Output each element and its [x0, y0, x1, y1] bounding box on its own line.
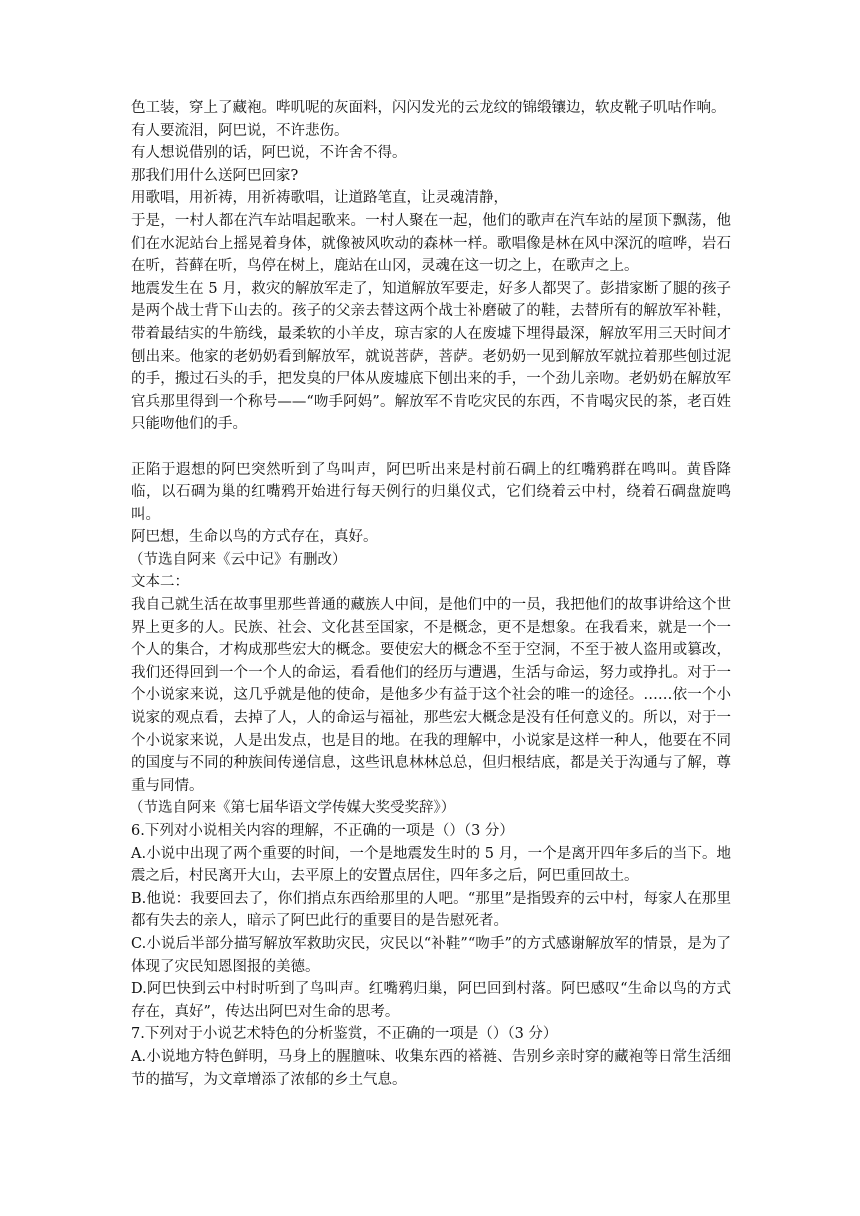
narrative-paragraph: 用歌唱，用祈祷，用祈祷歌唱，让道路笔直，让灵魂清静， [131, 190, 508, 207]
narrative-paragraph: 于是，一村人都在汽车站唱起歌来。一村人聚在一起，他们的歌声在汽车站的屋顶下飘荡，他们在水泥站台上摇晃着身体，就像被风吹动的森林一样。歌唱像是林在风中深沉的喧哗，岩石在听，苔藓在听，鸟停在树上，鹿站在山冈，灵魂在这一切之上，在歌声之上。 [131, 212, 731, 275]
question-7-stem: 7.下列对于小说艺术特色的分析鉴赏，不正确的一项是（）（3 分） [131, 1026, 558, 1043]
document-page [131, 97, 731, 1091]
paragraph-gap [131, 436, 731, 459]
source-note-text2: （节选自阿来《第七届华语文学传媒大奖受奖辞》） [129, 800, 456, 817]
source-note-text1: （节选自阿来《云中记》有删改） [129, 551, 347, 568]
narrative-paragraph: 阿巴想，生命以鸟的方式存在，真好。 [131, 529, 378, 546]
question-6-option-b: B.他说：我要回去了，你们捎点东西给那里的人吧。“那里”是指毁弃的云中村，每家人在那里都有失去的亲人，暗示了阿巴此行的重要目的是告慰死者。 [131, 890, 731, 930]
narrative-paragraph: 那我们用什么送阿巴回家? [131, 167, 299, 184]
narrative-paragraph: 地震发生在 5 月，救灾的解放军走了，知道解放军要走，好多人都哭了。彭措家断了腿的孩子是两个战士背下山去的。孩子的父亲去替这两个战士补磨破了的鞋，去替所有的解放军补鞋，带着最结实的牛筋线，最柔软的小羊皮，琼吉家的人在废墟下埋得最深，解放军用三天时间才刨出来。他家的老奶奶看到解放军，就说菩萨，菩萨。老奶奶一见到解放军就拉着那些刨过泥的手，搬过石头的手，把发臭的尸体从废墟底下刨出来的手，一个劲儿亲吻。老奶奶在解放军官兵那里得到一个称号——“吻手阿妈”。解放军不肯吃灾民的东西，不肯喝灾民的茶，老百姓只能吻他们的手。 [131, 280, 731, 433]
question-6-stem: 6.下列对小说相关内容的理解，不正确的一项是（）（3 分） [131, 823, 514, 839]
question-6-option-c: C.小说后半部分描写解放军救助灾民，灾民以“补鞋”“吻手”的方式感谢解放军的情景，是为了体现了灾民知恩图报的美德。 [131, 935, 731, 975]
narrative-paragraph: 色工装，穿上了藏袍。哔叽呢的灰面料，闪闪发光的云龙纹的锦缎镶边，软皮靴子叽咕作响。 [131, 100, 726, 116]
question-6-option-a: A.小说中出现了两个重要的时间，一个是地震发生时的 5 月，一个是离开四年多后的当下。地震之后，村民离开大山，去平原上的安置点居住，四年多之后，阿巴重回故土。 [131, 845, 731, 885]
narrative-paragraph: 正陷于遐想的阿巴突然听到了鸟叫声，阿巴听出来是村前石碉上的红嘴鸦群在鸣叫。黄昏降临，以石碉为巢的红嘴鸦开始进行每天例行的归巢仪式，它们绕着云中村，绕着石碉盘旋鸣叫。 [131, 461, 731, 523]
narrative-paragraph: 有人要流泪，阿巴说，不许悲伤。 [131, 122, 349, 139]
question-7-option-a: A.小说地方特色鲜明，马身上的腥膻味、收集东西的褡裢、告别乡亲时穿的藏袍等日常生活细节的描写，为文章增添了浓郁的乡土气息。 [131, 1048, 731, 1088]
text2-body: 我自己就生活在故事里那些普通的藏族人中间，是他们中的一员，我把他们的故事讲给这个世界上更多的人。民族、社会、文化甚至国家，不是概念，更不是想象。在我看来，就是一个一个人的集合，才构成那些宏大的概念。要使宏大的概念不至于空洞，不至于被人盗用或篡改，我们还得回到一个一个人的命运，看看他们的经历与遭遇，生活与命运，努力或挣扎。对于一个小说家来说，这几乎就是他的使命，是他多少有益于这个社会的唯一的途径。……依一个小说家的观点看，去掉了人，人的命运与福祉，那些宏大概念是没有任何意义的。所以，对于一个小说家来说，人是出发点，也是目的地。在我的理解中，小说家是这样一种人，他要在不同的国度与不同的种族间传递信息，这些讯息林林总总，但归根结底，都是关于沟通与了解，尊重与同情。 [131, 597, 731, 794]
text2-label: 文本二： [131, 574, 189, 591]
narrative-paragraph: 有人想说借别的话，阿巴说，不许舍不得。 [131, 145, 407, 162]
question-6-option-d: D.阿巴快到云中村时听到了鸟叫声。红嘴鸦归巢，阿巴回到村落。阿巴感叹“生命以鸟的方式存在，真好”，传达出阿巴对生命的思考。 [131, 981, 731, 1020]
